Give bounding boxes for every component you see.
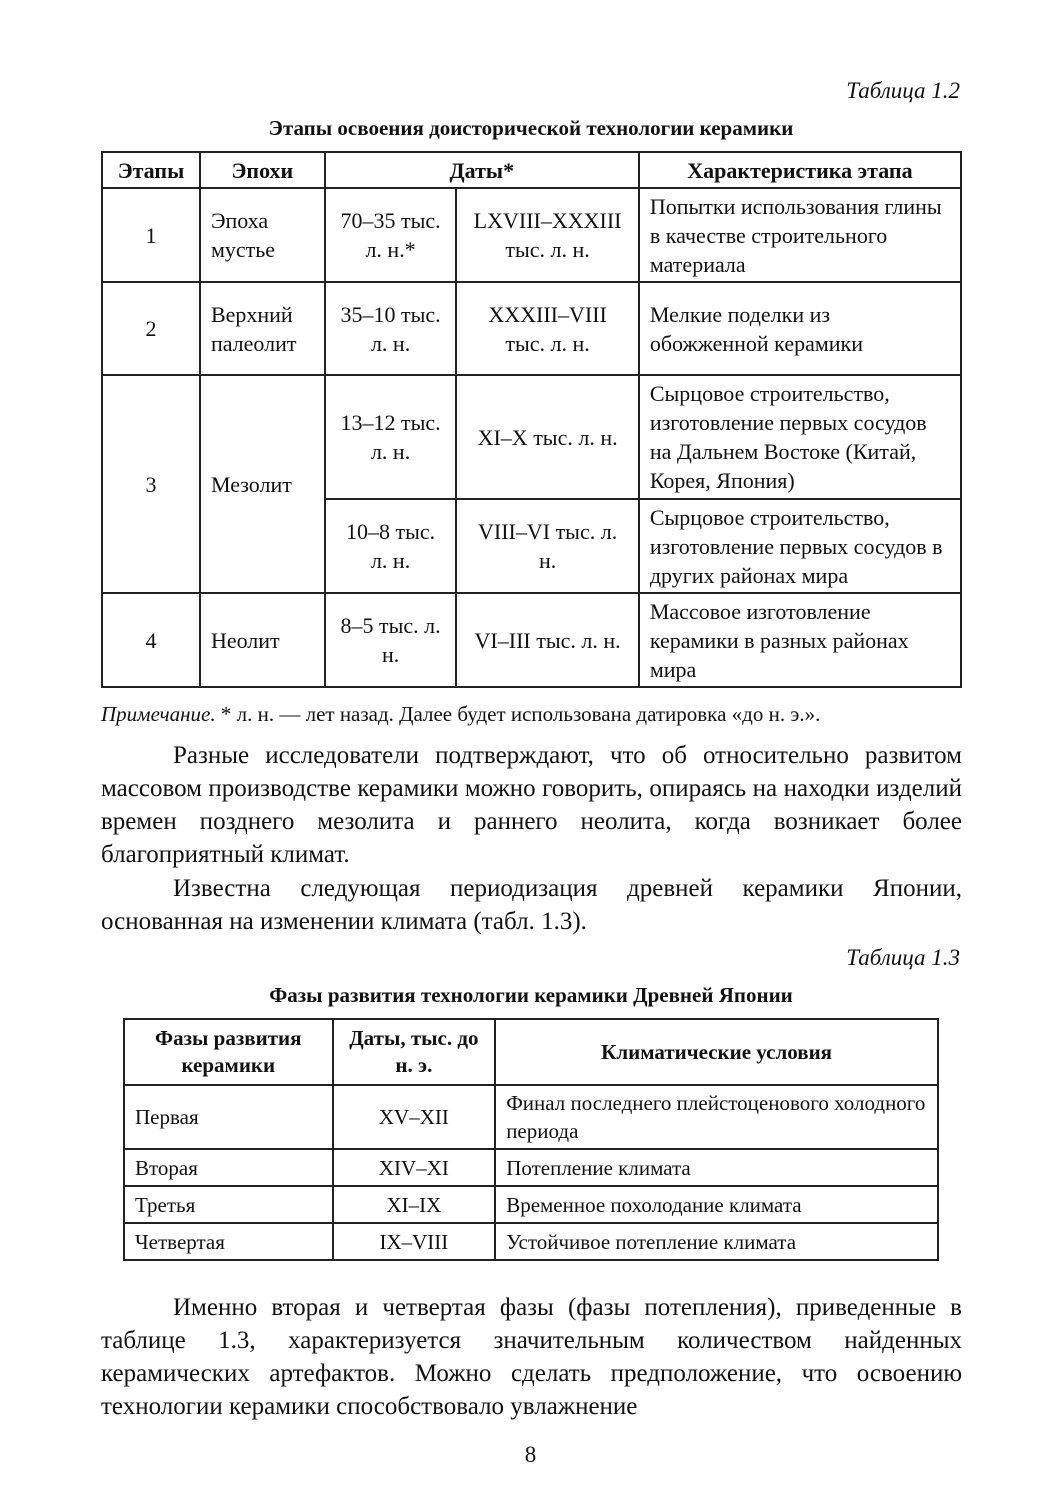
table-row: [102, 188, 961, 282]
cell-date-years: 35–10 тыс. л. н.: [325, 282, 457, 375]
cell-stage: 2: [102, 282, 200, 375]
cell-stage: 1: [102, 188, 200, 282]
cell-stage: 3: [102, 375, 200, 593]
cell-epoch: Неолит: [200, 593, 325, 687]
header-dates: Даты*: [325, 152, 639, 188]
cell-dates: XIV–XI: [333, 1149, 496, 1186]
cell-climate: Финал последнего плейстоценового холодного периода: [495, 1085, 938, 1149]
body-paragraph: Разные исследователи подтверждают, что об относительно развитом массовом производстве керамики можно говорить, опираясь на находки изделий времен позднего мезолита и раннего неолита, когда возникает более благоприятный климат.: [101, 742, 962, 868]
cell-date-roman: XXXIII–VIII тыс. л. н.: [456, 282, 638, 375]
cell-date-years: 8–5 тыс. л. н.: [325, 593, 457, 687]
note-text: * л. н. — лет назад. Далее будет использована датировка «до н. э.».: [220, 702, 821, 726]
cell-characteristic: Массовое изготовление керамики в разных районах мира: [639, 593, 961, 687]
cell-epoch: Мезолит: [200, 375, 325, 593]
cell-characteristic: Попытки использования глины в качестве строительного материала: [639, 188, 961, 282]
table-header-row: [102, 152, 961, 188]
cell-dates: XV–XII: [333, 1085, 496, 1149]
cell-climate: Устойчивое потепление климата: [495, 1223, 938, 1260]
cell-date-years: 70–35 тыс. л. н.*: [325, 188, 457, 282]
table-1-3-title: Фазы развития технологии керамики Древней Японии: [269, 983, 793, 1007]
cell-phase: Вторая: [124, 1149, 333, 1186]
table-1-3: [123, 1018, 939, 1261]
table-row: [102, 593, 961, 687]
header-epoch: Эпохи: [200, 152, 325, 188]
cell-phase: Первая: [124, 1085, 333, 1149]
cell-characteristic: Сырцовое строительство, изготовление первых сосудов в других районах мира: [639, 499, 961, 593]
cell-climate: Временное похолодание климата: [495, 1186, 938, 1223]
cell-epoch: Верхний палеолит: [200, 282, 325, 375]
table-1-2-caption: Таблица 1.2: [846, 78, 960, 103]
table-header-row: [124, 1019, 938, 1085]
table-1-3-caption: Таблица 1.3: [846, 945, 960, 970]
closing-paragraph: Именно вторая и четвертая фазы (фазы потепления), приведенные в таблице 1.3, характеризуется значительным количеством найденных керамических артефактов. Можно сделать предположение, что освоению технологии керамики способствовало увлажнение: [101, 1294, 962, 1420]
cell-date-roman: XI–X тыс. л. н.: [456, 375, 638, 499]
header-phase: Фазы развития керамики: [124, 1019, 333, 1085]
header-stage: Этапы: [102, 152, 200, 188]
header-climate: Климатические условия: [495, 1019, 938, 1085]
cell-date-roman: LXVIII–XXXIII тыс. л. н.: [456, 188, 638, 282]
table-row: [124, 1223, 938, 1260]
page-number: 8: [524, 1442, 537, 1467]
cell-characteristic: Сырцовое строительство, изготовление первых сосудов на Дальнем Востоке (Китай, Корея, Япония): [639, 375, 961, 499]
table-row: [102, 282, 961, 375]
table-note: [101, 702, 820, 727]
cell-date-roman: VI–III тыс. л. н.: [456, 593, 638, 687]
body-paragraph: Известна следующая периодизация древней керамики Японии, основанная на изменении климата (табл. 1.3).: [101, 875, 962, 935]
cell-stage: 4: [102, 593, 200, 687]
header-characteristic: Характеристика этапа: [639, 152, 961, 188]
note-label: Примечание.: [101, 702, 216, 726]
table-1-2-title: Этапы освоения доисторической технологии керамики: [268, 116, 794, 140]
header-dates: Даты, тыс. до н. э.: [333, 1019, 496, 1085]
cell-climate: Потепление климата: [495, 1149, 938, 1186]
table-row: [102, 375, 961, 499]
cell-characteristic: Мелкие поделки из обожженной керамики: [639, 282, 961, 375]
table-row: [124, 1085, 938, 1149]
table-1-2: [101, 151, 962, 688]
cell-epoch: Эпоха мустье: [200, 188, 325, 282]
cell-date-years: 10–8 тыс. л. н.: [325, 499, 457, 593]
cell-phase: Третья: [124, 1186, 333, 1223]
cell-date-roman: VIII–VI тыс. л. н.: [456, 499, 638, 593]
cell-date-years: 13–12 тыс. л. н.: [325, 375, 457, 499]
cell-phase: Четвертая: [124, 1223, 333, 1260]
table-row: [124, 1186, 938, 1223]
cell-dates: IX–VIII: [333, 1223, 496, 1260]
cell-dates: XI–IX: [333, 1186, 496, 1223]
table-row: [124, 1149, 938, 1186]
